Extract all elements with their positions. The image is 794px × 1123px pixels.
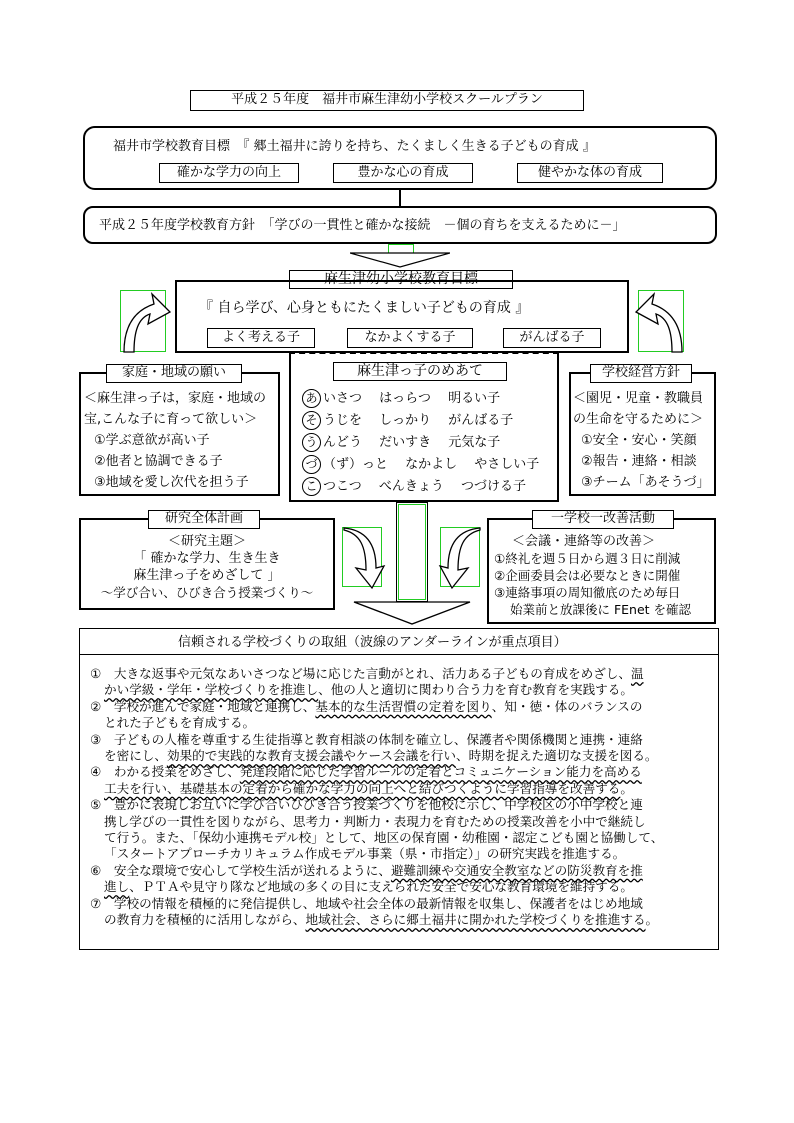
management-heading: 学校経営方針 bbox=[590, 364, 692, 383]
aims-row bbox=[302, 388, 539, 410]
down-arrow-icon bbox=[350, 252, 450, 268]
trust-line bbox=[90, 896, 714, 912]
trust-line-text: 携し学びの一貫性を図りながら、思考力・判断力・表現力を育むための授業改善を小中で継続し bbox=[104, 813, 646, 829]
city-goal-panel bbox=[83, 126, 717, 190]
trust-list bbox=[90, 666, 714, 929]
aims-mark: づ bbox=[302, 455, 321, 474]
trust-line bbox=[90, 732, 714, 748]
trust-line-text: 、ＰＴＡや見守り隊など地域の多くの目に支えられた安全で安心な教育環境を維持する。 bbox=[129, 879, 633, 895]
improvement-line: 始業前と放課後に FEnet を確認 bbox=[510, 602, 692, 617]
trust-line-text: ⑤ 豊かに表現しお互いに学び合いひびき合う授業づくりを他校に示し、中学校区の小中学校と連 bbox=[90, 797, 643, 813]
emphasis-text: 効果的で実践的な教育支援会議やケース会議を行い bbox=[166, 748, 456, 764]
down-arrow-icon bbox=[352, 600, 472, 626]
aims-row-text: （ず）っと なかよし やさしい子 bbox=[323, 457, 540, 472]
trust-line-text: 、知・徳・体のバランスの bbox=[491, 698, 643, 714]
family-line: 宝,こんな子に育って欲しい＞ bbox=[84, 412, 258, 427]
trust-line-text: ② 学校が進んで家庭・地域と連携し、 bbox=[90, 698, 316, 714]
trust-line bbox=[90, 863, 714, 879]
family-line: ①学ぶ意欲が高い子 bbox=[94, 433, 210, 448]
school-goal-item: がんばる子 bbox=[503, 328, 601, 348]
page-title: 平成２５年度 福井市麻生津幼小学校スクールプラン bbox=[190, 90, 584, 111]
trust-line bbox=[90, 666, 714, 682]
trust-line-text: の教育力を積極的に活用しながら、 bbox=[104, 912, 306, 928]
aims-list bbox=[302, 388, 539, 498]
connector-line bbox=[399, 190, 401, 206]
management-line: の生命を守るために＞ bbox=[573, 412, 704, 427]
trust-line bbox=[90, 912, 714, 928]
improvement-heading: 一学校一改善活動 bbox=[532, 510, 674, 529]
trust-line-text: ⑦ 学校の情報を積極的に発信提供し、地域や社会全体の最新情報を収集し、保護者をはじめ地域 bbox=[90, 895, 643, 911]
trust-line bbox=[90, 682, 714, 698]
curved-down-arrow-icon bbox=[340, 526, 388, 592]
emphasis-text: 温 bbox=[630, 666, 644, 681]
improvement-line: ③連絡事項の周知徹底のため毎日 bbox=[494, 585, 681, 600]
research-line: ＜研究主題＞ bbox=[167, 534, 246, 549]
curved-arrow-left-icon bbox=[634, 288, 688, 356]
trust-line-text: 。 bbox=[620, 780, 633, 796]
city-goal-text: 福井市学校教育目標 『 郷土福井に誇りを持ち、たくましく生きる子どもの育成 』 bbox=[113, 139, 596, 154]
trust-line bbox=[90, 699, 714, 715]
aims-heading: 麻生津っ子のめあて bbox=[333, 362, 507, 381]
emphasis-text: かい学級・学年・学校づくりを推進し bbox=[104, 682, 319, 698]
trust-line-text: 、他の人と適切に関わり合う力を育む教育を実践する。 bbox=[318, 682, 633, 698]
emphasis-text: 避難訓練や交通安全教室などの防災教育を推 bbox=[390, 862, 643, 878]
trust-heading: 信頼される学校づくりの取組（波線のアンダーラインが重点項目） bbox=[178, 635, 567, 650]
emphasis-text: 発達段階に応じた学習ルールの定着とコミュニケーション能力を高める bbox=[239, 764, 642, 780]
trust-line bbox=[90, 748, 714, 764]
management-line: ①安全・安心・笑顔 bbox=[581, 433, 697, 448]
trust-line bbox=[90, 846, 714, 862]
trust-line bbox=[90, 814, 714, 830]
trust-line bbox=[90, 715, 714, 731]
trust-line bbox=[90, 797, 714, 813]
aims-row bbox=[302, 454, 539, 476]
aims-row-text: んどう だいすき 元気な子 bbox=[323, 435, 501, 450]
family-line: ②他者と協調できる子 bbox=[94, 454, 223, 469]
trust-line-text: て行う。また、「保幼小連携モデル校」として、地区の保育園・幼稚園・認定こども園と協働して、 bbox=[104, 830, 664, 846]
research-line: ～学び合い、ひびき合う授業づくり～ bbox=[100, 585, 314, 600]
trust-line-text: ① 大きな返事や元気なあいさつなど場に応じた言動がとれ、活力ある子どもの育成をめざし、 bbox=[90, 666, 631, 681]
trust-line bbox=[90, 830, 714, 846]
research-line: 「 確かな学力、生き生き bbox=[133, 551, 281, 566]
improvement-line: ＜会議・連絡等の改善＞ bbox=[512, 534, 656, 549]
improvement-line: ①終礼を週５日から週３日に削減 bbox=[494, 551, 681, 566]
research-line: 麻生津っ子をめざして 」 bbox=[133, 568, 281, 583]
school-goal-item: よく考える子 bbox=[207, 328, 315, 348]
policy-panel bbox=[83, 206, 717, 244]
trust-line-text: ⑥ 安全な環境で安心して学校生活が送れるように、 bbox=[90, 862, 391, 878]
aims-row bbox=[302, 476, 539, 498]
policy-text: 平成２５年度学校教育方針 「学びの一貫性と確かな接続 －個の育ちを支えるために－」 bbox=[99, 218, 626, 233]
trust-line-text: 「スタートアプローチカリキュラム作成モデル事業（県・市指定）」の研究実践を推進する。 bbox=[104, 846, 626, 862]
aims-row-text: つこつ べんきょう つづける子 bbox=[323, 479, 527, 494]
emphasis-text: 地域社会、さらに郷土福井に開かれた学校づくりを推進する bbox=[305, 912, 646, 928]
aims-mark: う bbox=[302, 433, 321, 452]
research-text bbox=[82, 533, 332, 601]
family-text bbox=[84, 388, 266, 493]
aims-mark: こ bbox=[302, 477, 321, 496]
trust-line bbox=[90, 764, 714, 780]
curved-arrow-right-icon bbox=[118, 288, 172, 356]
aims-row-text: いさつ はっらつ 明るい子 bbox=[323, 391, 501, 406]
trust-line-text: 。 bbox=[645, 912, 659, 928]
trust-line-text: 、時期を捉えた適切な支援を図る。 bbox=[456, 748, 658, 764]
trust-line bbox=[90, 879, 714, 895]
trust-line-text: を密にし、 bbox=[104, 748, 167, 764]
aims-row bbox=[302, 432, 539, 454]
family-line: ＜麻生津っ子は，家庭・地域の bbox=[84, 391, 267, 406]
arrow-stem-marker bbox=[398, 504, 426, 600]
aims-row-text: うじを しっかり がんばる子 bbox=[323, 413, 514, 428]
management-line: ③チーム「あそうづ」 bbox=[581, 475, 710, 490]
emphasis-text: 進し bbox=[104, 879, 130, 895]
trust-line-text: とれた子どもを育成する。 bbox=[104, 715, 256, 731]
management-line: ＜園児・児童・教職員 bbox=[573, 391, 704, 406]
city-goal-item: 確かな学力の向上 bbox=[159, 163, 299, 183]
city-goal-item: 豊かな心の育成 bbox=[333, 163, 473, 183]
trust-line-text: ③ 子どもの人権を尊重する生徒指導と教育相談の体制を確立し、保護者や関係機関と連携・連絡 bbox=[90, 731, 643, 747]
curved-down-arrow-icon bbox=[436, 526, 484, 592]
aims-mark: そ bbox=[302, 411, 321, 430]
research-heading: 研究全体計画 bbox=[148, 510, 260, 529]
aims-row bbox=[302, 410, 539, 432]
emphasis-text: 工夫を行い、基礎基本の定着から確かな学力の向上へと結びつくように学習指導を改善する bbox=[104, 780, 621, 796]
school-goal-text: 『 自ら学び、心身ともにたくましい子どもの育成 』 bbox=[199, 300, 530, 316]
emphasis-text: 基本的な生活習慣の定着を図り bbox=[315, 698, 492, 714]
family-heading: 家庭・地域の願い bbox=[106, 364, 242, 383]
management-line: ②報告・連絡・相談 bbox=[581, 454, 697, 469]
improvement-text bbox=[494, 533, 691, 618]
school-goal-item: なかよくする子 bbox=[347, 328, 473, 348]
school-goal-heading: 麻生津幼小学校教育目標 bbox=[289, 270, 513, 289]
trust-line-text: ④ わかる授業をめざし、 bbox=[90, 764, 240, 780]
aims-mark: あ bbox=[302, 389, 321, 408]
trust-line bbox=[90, 781, 714, 797]
family-line: ③地域を愛し次代を担う子 bbox=[94, 475, 249, 490]
city-goal-item: 健やかな体の育成 bbox=[517, 163, 663, 183]
school-goal-panel bbox=[175, 280, 629, 353]
improvement-line: ②企画委員会は必要なときに開催 bbox=[494, 568, 681, 583]
management-text bbox=[573, 388, 710, 493]
